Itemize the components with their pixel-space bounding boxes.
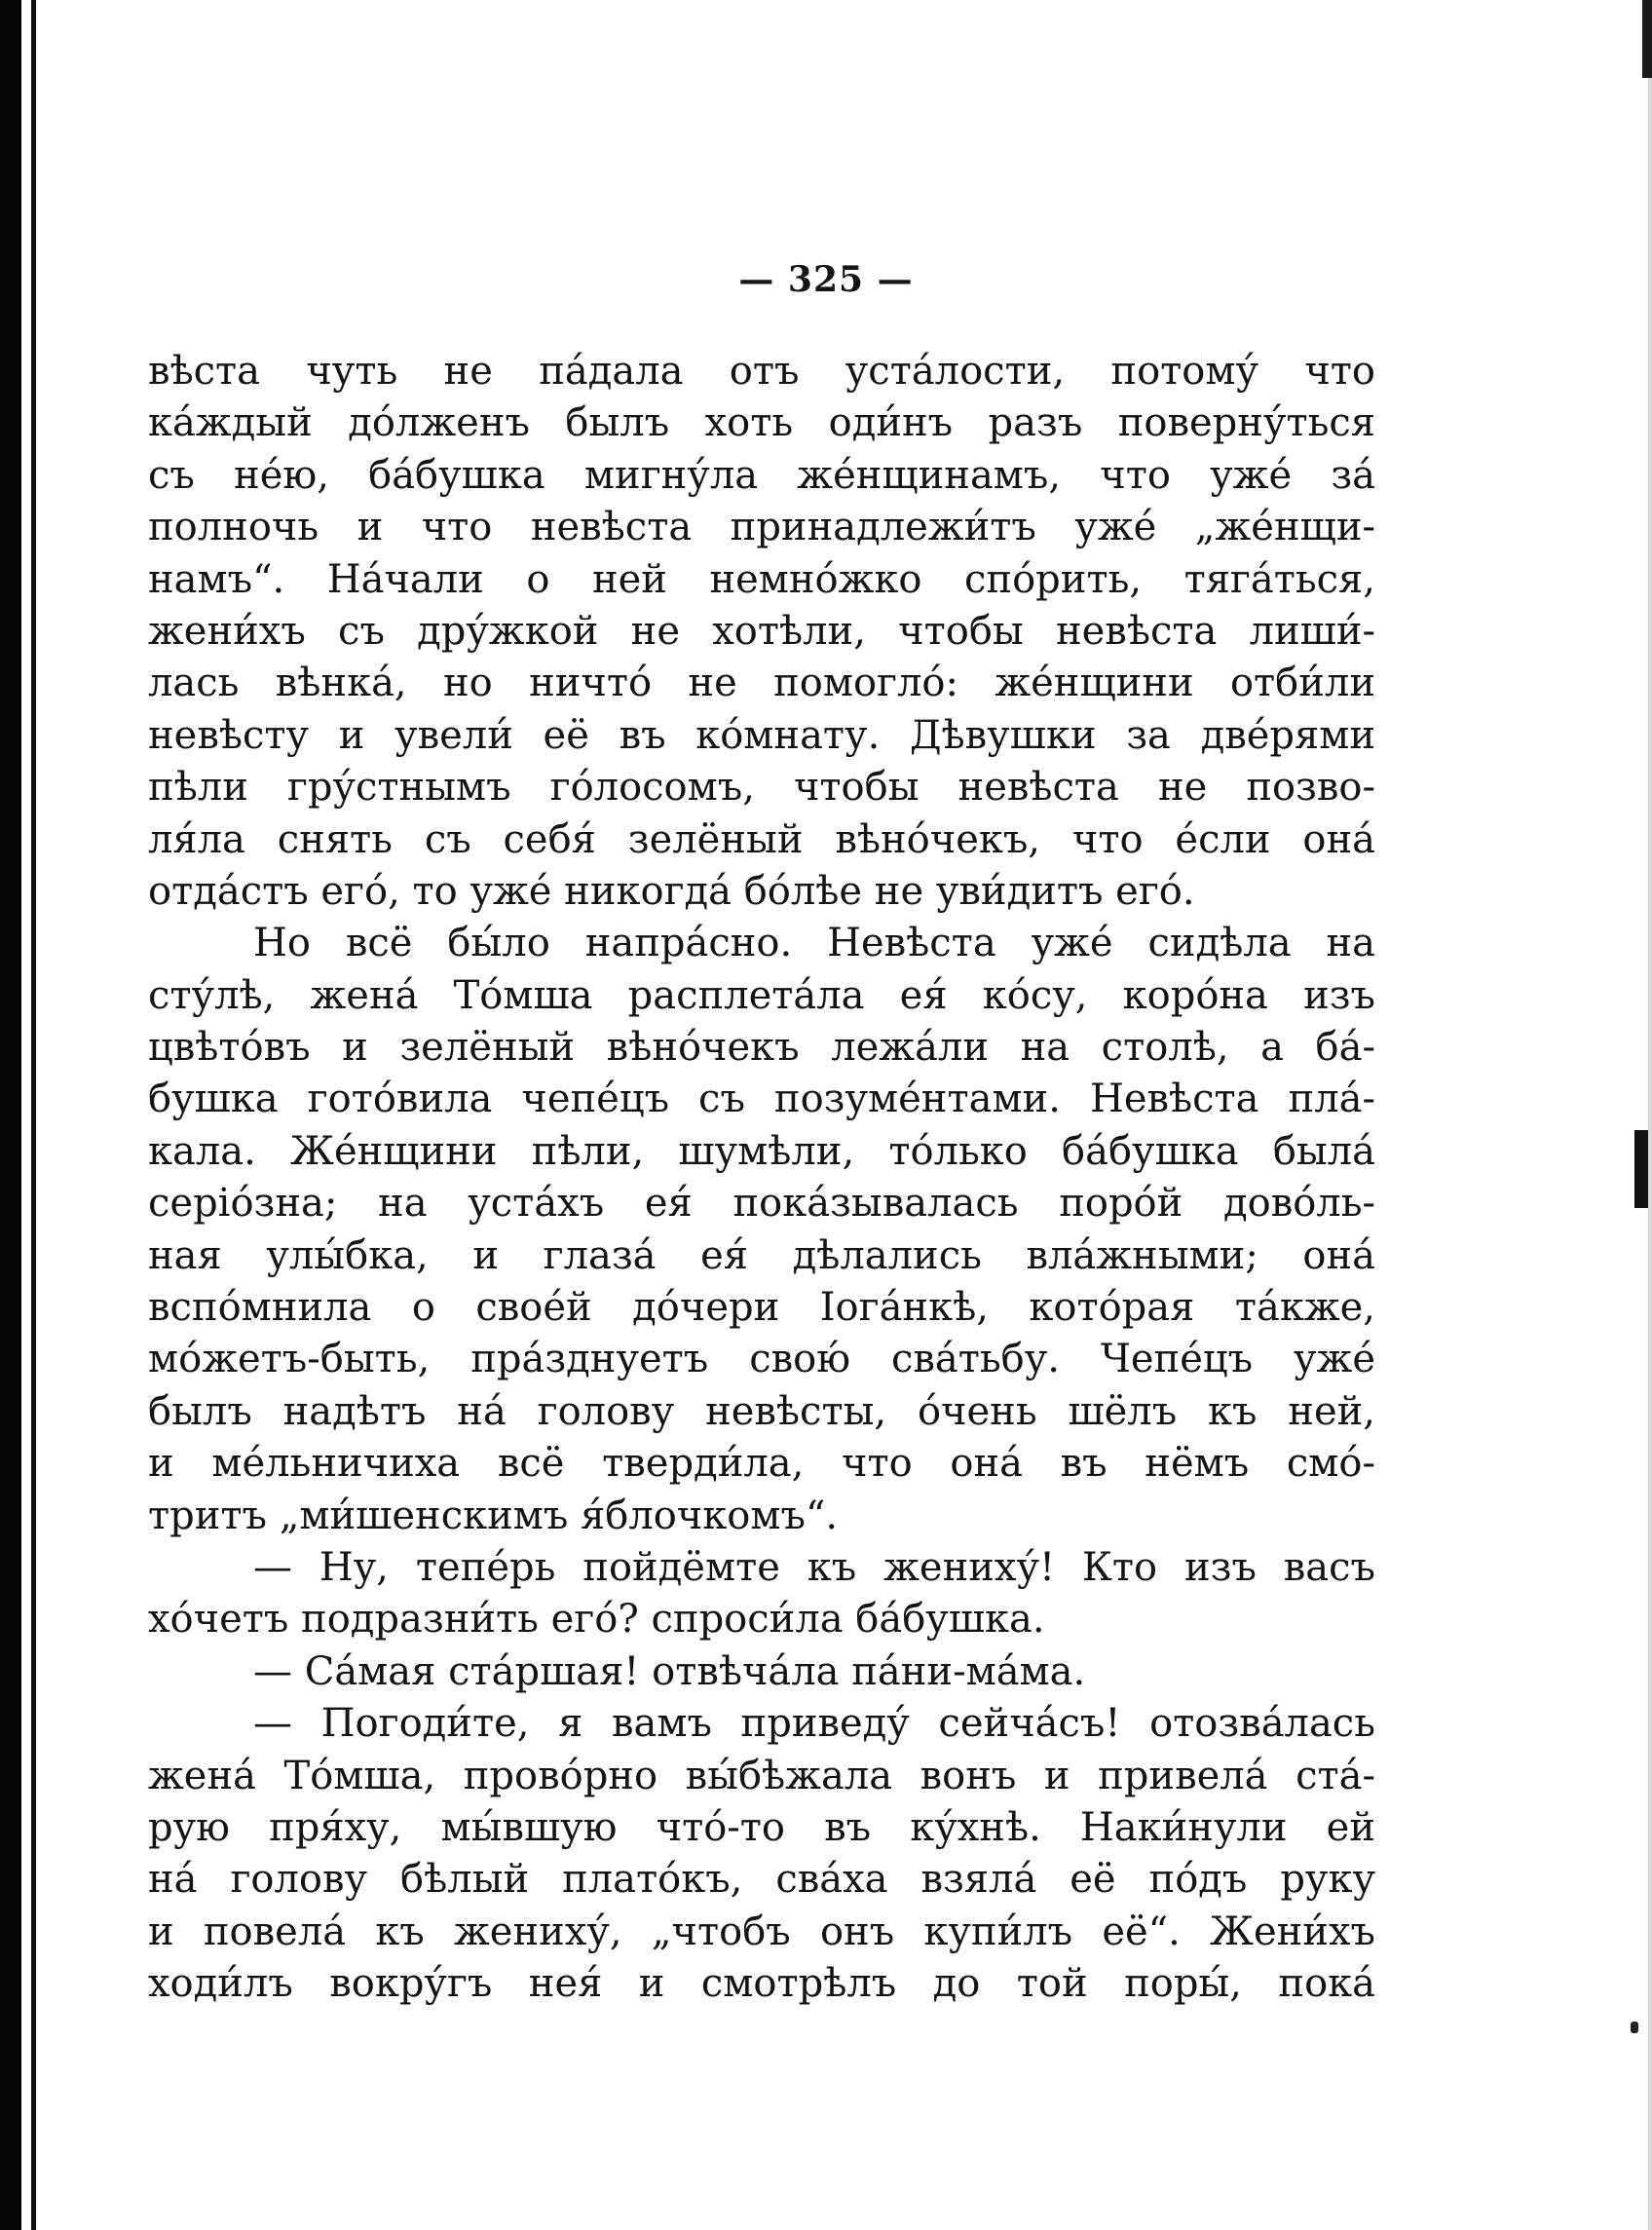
text-line: кала. Же́нщини пѣли, шумѣли, то́лько ба́бушка была́ [148,1128,1375,1174]
text-line: и ме́льничиха всё тверди́ла, что она́ въ нёмъ смо́- [148,1441,1375,1487]
text-line: тритъ „ми́шенскимъ я́блочкомъ“. [148,1493,839,1538]
text-line: мо́жетъ-быть, пра́зднуетъ свою́ сва́тьбу. Чепе́цъ уже́ [148,1337,1375,1382]
text-line: на́ голову бѣлый плато́къ, сва́ха взяла́ её по́дъ руку [148,1857,1375,1903]
text-line: сту́лѣ, жена́ То́мша расплета́ла ея́ ко́су, коро́на изъ [148,972,1375,1018]
right-edge-corner [1642,0,1652,78]
binding-edge [0,0,21,2230]
text-line: серіо́зна; на уста́хъ ея́ пока́зывалась поро́й дово́ль- [148,1181,1375,1227]
body-text [148,346,1375,2011]
binding-line [31,0,36,2230]
text-line: полночь и что невѣста принадлежи́тъ уже́ „же́нщи- [148,505,1375,550]
text-line: отда́стъ его́, то уже́ никогда́ бо́лѣе не уви́дитъ его́. [148,868,1195,914]
text-line: ка́ждый до́лженъ былъ хоть оди́нъ разъ поверну́ться [148,400,1375,446]
text-line: ходи́лъ вокру́гъ нея́ и смотрѣлъ до той поры́, пока́ [148,1961,1375,2007]
text-line: ля́ла снять съ себя́ зелёный вѣно́чекъ, что е́сли она́ [148,816,1375,862]
text-line: — Погоди́те, я вамъ приведу́ сейча́съ! отозва́лась [253,1701,1375,1747]
text-line: съ не́ю, ба́бушка мигну́ла же́нщинамъ, что уже́ за́ [148,452,1375,498]
text-line: жени́хъ съ дру́жкой не хотѣли, чтобы невѣста лиши́- [148,608,1375,654]
text-line: и повела́ къ жениху́, „чтобъ онъ купи́лъ её“. Жени́хъ [148,1909,1375,1954]
page-number: — 325 — [738,259,914,300]
text-line: рую пря́ху, мы́вшую что́-то въ ку́хнѣ. Наки́нули ей [148,1804,1375,1850]
text-line: — Са́мая ста́ршая! отвѣча́ла па́ни-ма́ма. [253,1648,1086,1694]
text-line: — Ну, тепе́рь пойдёмте къ жениху́! Кто изъ васъ [253,1544,1375,1590]
text-line: пѣли гру́стнымъ го́лосомъ, чтобы невѣста не позво- [148,765,1375,811]
right-page-edge [1648,0,1652,2230]
text-line: вѣста чуть не па́дала отъ уста́лости, потому́ что [148,349,1375,394]
text-line: вспо́мнила о свое́й до́чери Іога́нкѣ, кото́рая та́кже, [148,1285,1375,1331]
text-line: невѣсту и увели́ её въ ко́мнату. Дѣвушки за две́рями [148,712,1375,758]
text-line: ная улы́бка, и глаза́ ея́ дѣлались вла́жными; она́ [148,1232,1375,1278]
binding-gap [21,0,31,2230]
text-line: цвѣто́въ и зелёный вѣно́чекъ лежа́ли на столѣ, а ба́- [148,1025,1375,1071]
text-line: хо́четъ подразни́ть его́? спроси́ла ба́бушка. [148,1597,1045,1643]
text-line: лась вѣнка́, но ничто́ не помогло́: же́нщини отби́ли [148,661,1375,706]
text-line: намъ“. На́чали о ней немно́жко спо́рить, тяга́ться, [148,556,1375,602]
scan-speck [1631,2022,1638,2033]
right-edge-mark [1634,1130,1648,1208]
text-line: Но всё бы́ло напра́сно. Невѣста уже́ сидѣла на [253,921,1375,966]
text-line: былъ надѣтъ на́ голову невѣсты, о́чень шёлъ къ ней, [148,1388,1375,1434]
text-line: жена́ То́мша, прово́рно вы́бѣжала вонъ и привела́ ста́- [148,1753,1375,1798]
text-line: бушка гото́вила чепе́цъ съ позуме́нтами. Невѣста пла́- [148,1077,1375,1122]
